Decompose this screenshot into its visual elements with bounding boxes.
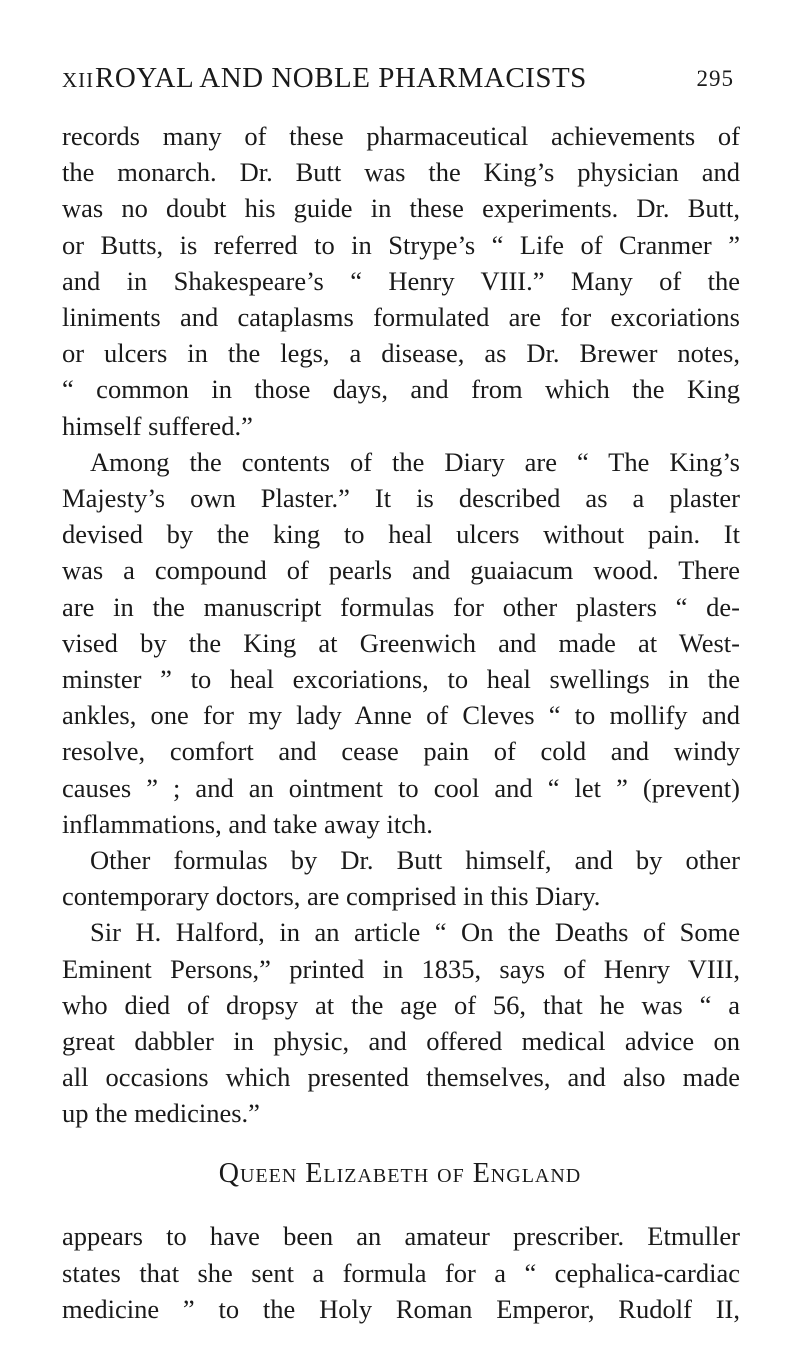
- text-line: Sir H. Halford, in an article “ On the Deaths of Some: [90, 917, 740, 948]
- text-line: vised by the King at Greenwich and made at West-: [62, 627, 740, 658]
- text-line: up the medicines.”: [62, 1098, 260, 1129]
- text-line: or ulcers in the legs, a disease, as Dr. Brewer notes,: [62, 338, 740, 369]
- text-line: resolve, comfort and cease pain of cold and windy: [62, 736, 740, 767]
- text-line: who died of dropsy at the age of 56, that he was “ a: [62, 989, 740, 1020]
- text-line: medicine ” to the Holy Roman Emperor, Rudolf II,: [62, 1293, 740, 1324]
- text-line: and in Shakespeare’s “ Henry VIII.” Many of the: [62, 265, 740, 296]
- section-heading-text: Queen Elizabeth of England: [218, 1157, 582, 1189]
- text-line: states that she sent a formula for a “ cephalica-cardiac: [62, 1257, 740, 1288]
- text-line: the monarch. Dr. Butt was the King’s physician and: [62, 157, 740, 188]
- chapter-number: XII: [62, 68, 95, 92]
- text-line: or Butts, is referred to in Strype’s “ Life of Cranmer ”: [62, 229, 740, 260]
- text-line: himself suffered.”: [62, 410, 253, 441]
- running-title: ROYAL AND NOBLE PHARMACISTS: [95, 62, 587, 94]
- text-line: minster ” to heal excoriations, to heal swellings in the: [62, 664, 740, 694]
- text-line: devised by the king to heal ulcers without pain. It: [62, 519, 740, 550]
- text-line: all occasions which presented themselves, and also made: [62, 1062, 740, 1093]
- text-line: Other formulas by Dr. Butt himself, and by other: [90, 845, 740, 875]
- text-line: inflammations, and take away itch.: [62, 808, 433, 839]
- text-line: great dabbler in physic, and offered medical advice on: [62, 1026, 740, 1056]
- text-line: records many of these pharmaceutical achievements of: [62, 121, 740, 151]
- page-number: 295: [696, 66, 734, 91]
- running-head: [62, 62, 738, 102]
- text-line: was a compound of pearls and guaiacum wood. There: [62, 555, 740, 586]
- text-line: contemporary doctors, are comprised in this Diary.: [62, 881, 601, 912]
- text-line: liniments and cataplasms formulated are for excoriations: [62, 302, 740, 332]
- text-line: Majesty’s own Plaster.” It is described as a plaster: [62, 483, 740, 513]
- text-line: ankles, one for my lady Anne of Cleves “ to mollify and: [62, 700, 740, 731]
- text-line: appears to have been an amateur prescriber. Etmuller: [62, 1221, 740, 1252]
- text-line: was no doubt his guide in these experiments. Dr. Butt,: [62, 193, 740, 224]
- section-heading: [0, 1154, 800, 1194]
- text-line: Among the contents of the Diary are “ The King’s: [90, 446, 740, 477]
- text-line: are in the manuscript formulas for other plasters “ de-: [62, 591, 740, 622]
- text-line: causes ” ; and an ointment to cool and “ let ” (prevent): [62, 772, 740, 803]
- text-line: Eminent Persons,” printed in 1835, says of Henry VIII,: [62, 953, 740, 984]
- text-line: “ common in those days, and from which the King: [62, 374, 740, 405]
